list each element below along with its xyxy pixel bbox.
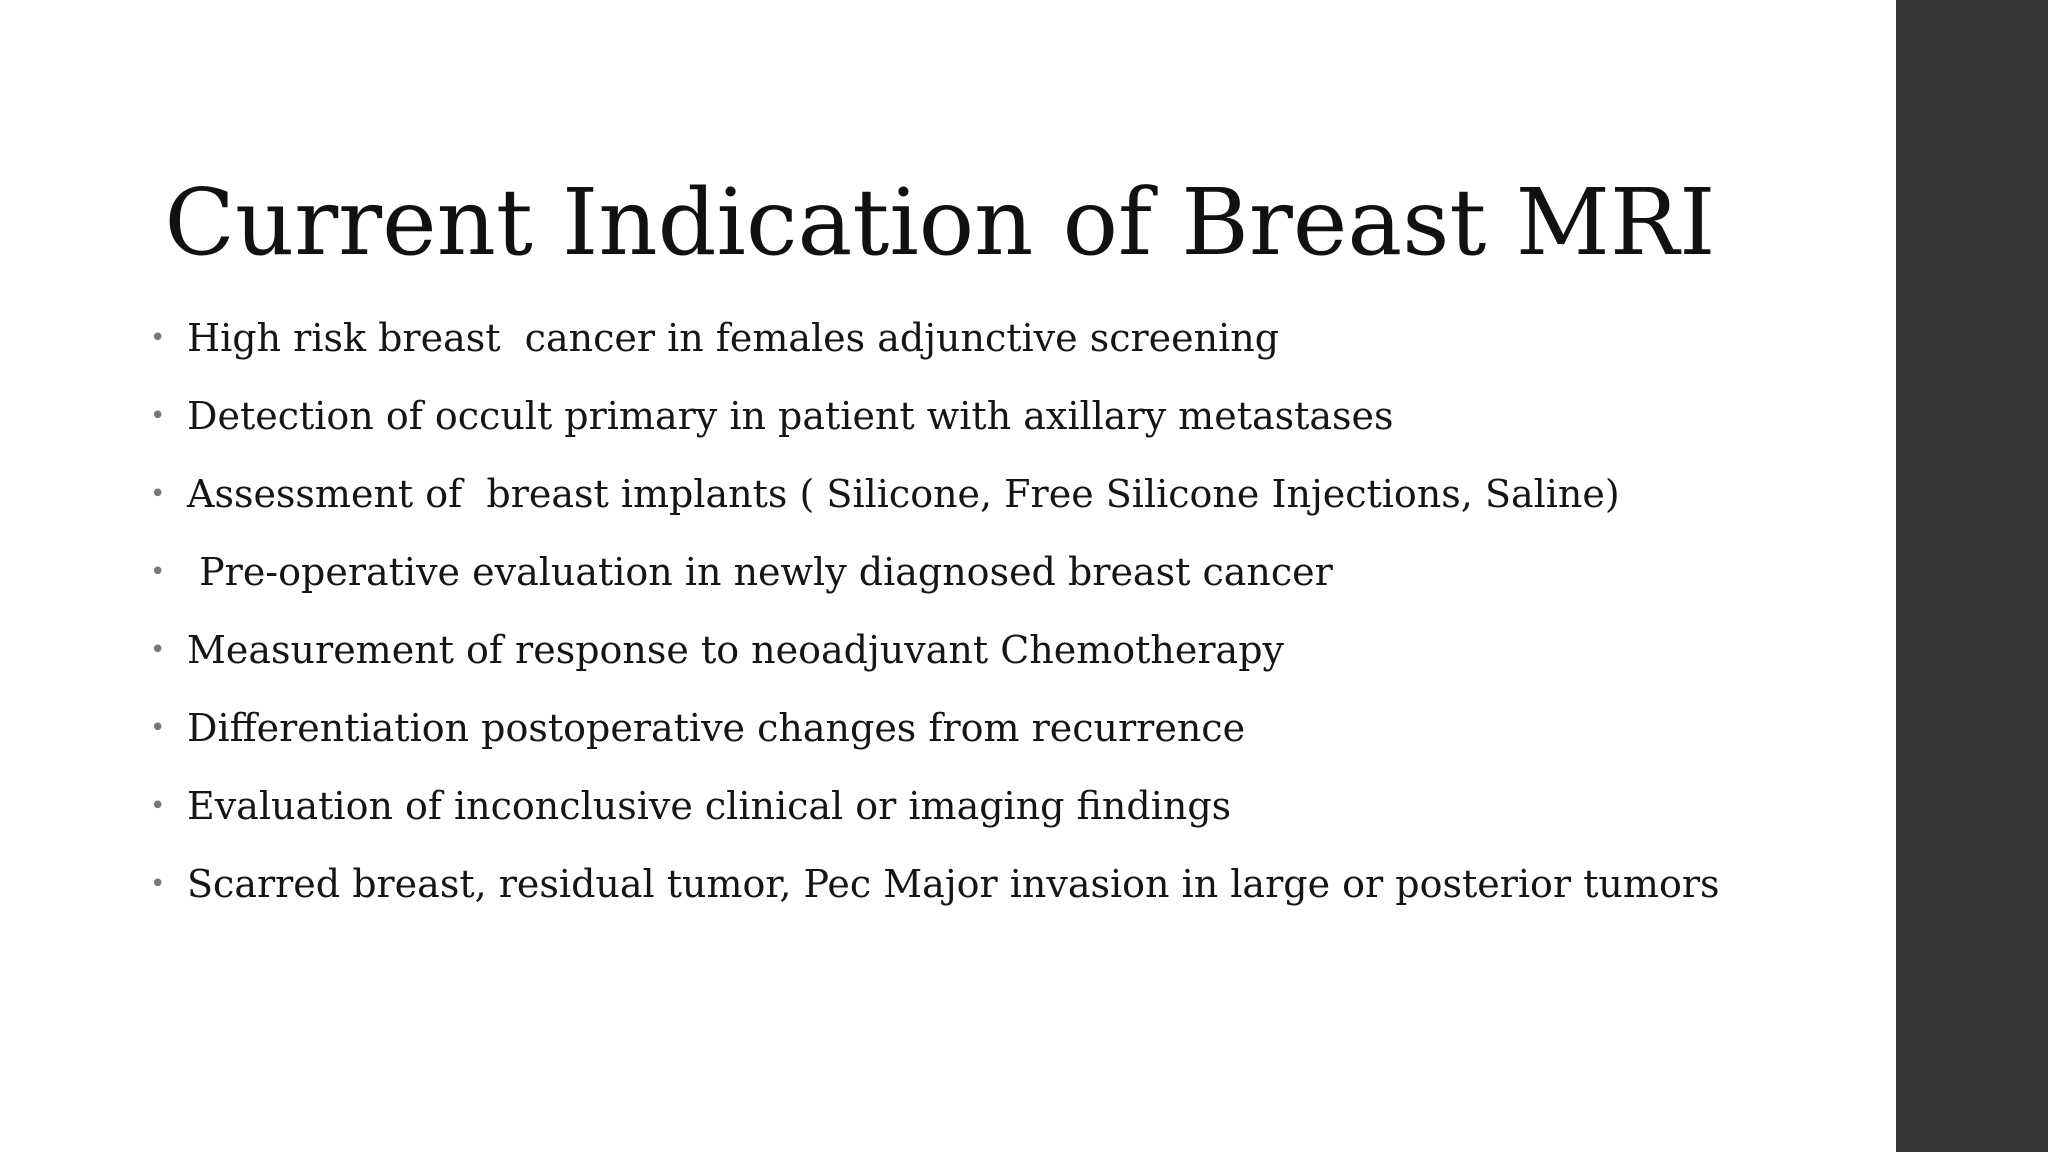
bullet-icon: • — [150, 791, 166, 821]
bullet-text: Differentiation postoperative changes from recurrence — [187, 706, 1246, 750]
bullet-item — [150, 466, 1870, 544]
bullet-text: Measurement of response to neoadjuvant Chemotherapy — [187, 628, 1284, 672]
side-bar-decoration — [1896, 0, 2048, 1152]
bullet-item — [150, 700, 1870, 778]
bullet-text: Scarred breast, residual tumor, Pec Major invasion in large or posterior tumors — [187, 862, 1720, 906]
bullet-icon: • — [150, 479, 166, 509]
bullet-icon: • — [150, 557, 166, 587]
bullet-icon: • — [150, 635, 166, 665]
bullet-icon: • — [150, 869, 166, 899]
bullet-item — [150, 856, 1870, 934]
bullet-item — [150, 388, 1870, 466]
bullet-text: Assessment of breast implants ( Silicone, Free Silicone Injections, Saline) — [187, 472, 1620, 516]
bullet-text: High risk breast cancer in females adjunctive screening — [187, 316, 1280, 360]
slide-title: Current Indication of Breast MRI — [164, 169, 1716, 276]
bullet-item — [150, 622, 1870, 700]
bullet-text: Detection of occult primary in patient with axillary metastases — [187, 394, 1394, 438]
bullet-text: Pre-operative evaluation in newly diagnosed breast cancer — [187, 550, 1333, 594]
bullet-icon: • — [150, 323, 166, 353]
bullet-item — [150, 544, 1870, 622]
bullet-icon: • — [150, 401, 166, 431]
bullet-icon: • — [150, 713, 166, 743]
bullet-item — [150, 778, 1870, 856]
bullet-item — [150, 310, 1870, 388]
bullet-list — [150, 310, 1870, 934]
bullet-text: Evaluation of inconclusive clinical or imaging findings — [187, 784, 1232, 828]
